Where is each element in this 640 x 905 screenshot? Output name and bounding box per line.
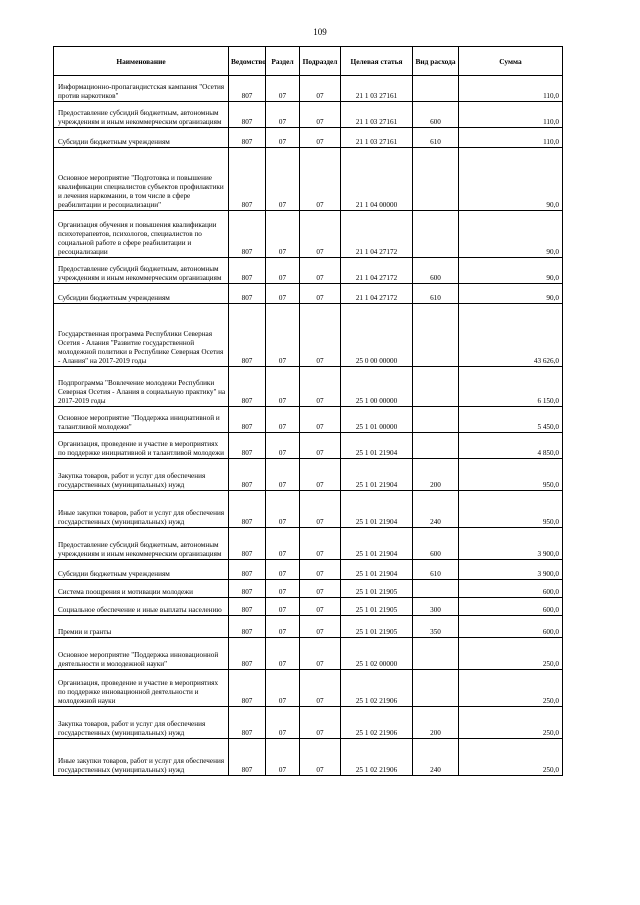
row-section-cell: 07 — [266, 211, 300, 258]
row-sum-cell: 600,0 — [459, 616, 563, 638]
row-subsection-cell: 07 — [300, 258, 341, 284]
row-subsection-cell: 07 — [300, 433, 341, 459]
row-sum-cell: 250,0 — [459, 670, 563, 707]
table-row — [54, 211, 563, 258]
header-dept: Ведомство — [229, 47, 266, 76]
table-row — [54, 433, 563, 459]
row-target-cell: 25 1 01 21905 — [341, 616, 413, 638]
table-row — [54, 76, 563, 102]
row-name-cell: Информационно-пропагандистская кампания "Осетия против наркотиков" — [54, 76, 229, 102]
row-target-cell: 25 1 01 00000 — [341, 407, 413, 433]
row-section-cell: 07 — [266, 258, 300, 284]
header-target: Целевая статья — [341, 47, 413, 76]
row-type-cell — [413, 670, 459, 707]
row-name-cell: Субсидии бюджетным учреждениям — [54, 560, 229, 580]
row-name-cell: Организация, проведение и участие в мероприятиях по поддержке инициативной и талантливой молодежи — [54, 433, 229, 459]
row-type-cell: 200 — [413, 707, 459, 739]
row-name-cell: Система поощрения и мотивации молодежи — [54, 580, 229, 598]
header-subsection: Подраздел — [300, 47, 341, 76]
row-target-cell: 25 1 02 21906 — [341, 707, 413, 739]
table-row — [54, 102, 563, 128]
row-target-cell: 21 1 03 27161 — [341, 76, 413, 102]
row-type-cell: 300 — [413, 598, 459, 616]
row-name-cell: Основное мероприятие "Подготовка и повышение квалификации специалистов субъектов профилактики и лечения наркомании, в том числе в сфере реабилитации и ресоциализации" — [54, 148, 229, 211]
row-dept-cell: 807 — [229, 128, 266, 148]
row-section-cell: 07 — [266, 367, 300, 407]
row-type-cell — [413, 580, 459, 598]
row-dept-cell: 807 — [229, 284, 266, 304]
row-sum-cell: 600,0 — [459, 580, 563, 598]
row-sum-cell: 110,0 — [459, 102, 563, 128]
row-sum-cell: 250,0 — [459, 739, 563, 776]
header-type: Вид расхода — [413, 47, 459, 76]
row-subsection-cell: 07 — [300, 102, 341, 128]
row-target-cell: 21 1 03 27161 — [341, 128, 413, 148]
row-type-cell: 610 — [413, 128, 459, 148]
row-name-cell: Предоставление субсидий бюджетным, автономным учреждениям и иным некоммерческим организациям — [54, 102, 229, 128]
row-dept-cell: 807 — [229, 598, 266, 616]
row-subsection-cell: 07 — [300, 304, 341, 367]
row-sum-cell: 4 850,0 — [459, 433, 563, 459]
row-dept-cell: 807 — [229, 491, 266, 528]
row-target-cell: 25 1 01 21904 — [341, 528, 413, 560]
row-subsection-cell: 07 — [300, 528, 341, 560]
row-subsection-cell: 07 — [300, 211, 341, 258]
header-section: Раздел — [266, 47, 300, 76]
row-subsection-cell: 07 — [300, 407, 341, 433]
row-target-cell: 21 1 04 27172 — [341, 211, 413, 258]
table-row — [54, 148, 563, 211]
row-sum-cell: 90,0 — [459, 258, 563, 284]
row-name-cell: Предоставление субсидий бюджетным, автономным учреждениям и иным некоммерческим организациям — [54, 528, 229, 560]
table-row — [54, 638, 563, 670]
table-row — [54, 258, 563, 284]
table-row — [54, 284, 563, 304]
row-dept-cell: 807 — [229, 258, 266, 284]
row-subsection-cell: 07 — [300, 638, 341, 670]
row-target-cell: 25 1 01 21905 — [341, 580, 413, 598]
row-subsection-cell: 07 — [300, 148, 341, 211]
table-row — [54, 598, 563, 616]
row-sum-cell: 250,0 — [459, 638, 563, 670]
row-name-cell: Субсидии бюджетным учреждениям — [54, 284, 229, 304]
row-section-cell: 07 — [266, 739, 300, 776]
row-name-cell: Премии и гранты — [54, 616, 229, 638]
row-section-cell: 07 — [266, 148, 300, 211]
table-row — [54, 670, 563, 707]
table-row — [54, 707, 563, 739]
row-section-cell: 07 — [266, 580, 300, 598]
row-section-cell: 07 — [266, 304, 300, 367]
table-row — [54, 459, 563, 491]
table-row — [54, 580, 563, 598]
row-target-cell: 25 1 02 21906 — [341, 670, 413, 707]
row-sum-cell: 90,0 — [459, 211, 563, 258]
row-sum-cell: 6 150,0 — [459, 367, 563, 407]
budget-table — [53, 46, 563, 776]
row-target-cell: 25 1 02 21906 — [341, 739, 413, 776]
row-sum-cell: 110,0 — [459, 76, 563, 102]
row-name-cell: Социальное обеспечение и иные выплаты населению — [54, 598, 229, 616]
row-sum-cell: 950,0 — [459, 459, 563, 491]
row-name-cell: Иные закупки товаров, работ и услуг для обеспечения государственных (муниципальных) нужд — [54, 739, 229, 776]
row-type-cell: 600 — [413, 102, 459, 128]
row-dept-cell: 807 — [229, 580, 266, 598]
row-target-cell: 25 0 00 00000 — [341, 304, 413, 367]
row-target-cell: 25 1 01 21904 — [341, 491, 413, 528]
row-dept-cell: 807 — [229, 433, 266, 459]
row-section-cell: 07 — [266, 491, 300, 528]
row-subsection-cell: 07 — [300, 459, 341, 491]
row-type-cell: 600 — [413, 258, 459, 284]
row-section-cell: 07 — [266, 433, 300, 459]
row-type-cell — [413, 304, 459, 367]
row-sum-cell: 3 900,0 — [459, 560, 563, 580]
header-sum: Сумма — [459, 47, 563, 76]
table-row — [54, 407, 563, 433]
row-subsection-cell: 07 — [300, 598, 341, 616]
row-dept-cell: 807 — [229, 560, 266, 580]
row-name-cell: Организация обучения и повышения квалификации психотерапевтов, психологов, специалистов по социальной работе в сфере реабилитации и ресоциализации — [54, 211, 229, 258]
table-row — [54, 491, 563, 528]
row-type-cell: 610 — [413, 284, 459, 304]
row-section-cell: 07 — [266, 76, 300, 102]
row-name-cell: Организация, проведение и участие в мероприятиях по поддержке инновационной деятельности и молодежной науки — [54, 670, 229, 707]
row-dept-cell: 807 — [229, 739, 266, 776]
row-type-cell — [413, 367, 459, 407]
row-subsection-cell: 07 — [300, 284, 341, 304]
row-type-cell: 610 — [413, 560, 459, 580]
row-section-cell: 07 — [266, 528, 300, 560]
row-target-cell: 25 1 01 21904 — [341, 433, 413, 459]
table-header-row — [54, 47, 563, 76]
row-target-cell: 21 1 04 27172 — [341, 284, 413, 304]
row-dept-cell: 807 — [229, 670, 266, 707]
row-type-cell — [413, 76, 459, 102]
row-sum-cell: 110,0 — [459, 128, 563, 148]
table-row — [54, 739, 563, 776]
table-row — [54, 128, 563, 148]
row-target-cell: 25 1 01 21904 — [341, 560, 413, 580]
row-dept-cell: 807 — [229, 528, 266, 560]
row-dept-cell: 807 — [229, 211, 266, 258]
row-section-cell: 07 — [266, 670, 300, 707]
row-name-cell: Государственная программа Республики Северная Осетия - Алания "Развитие государственной молодежной политики в Республике Северная Осетия - Алания" на 2017-2019 годы — [54, 304, 229, 367]
row-sum-cell: 5 450,0 — [459, 407, 563, 433]
table-row — [54, 528, 563, 560]
row-section-cell: 07 — [266, 598, 300, 616]
row-sum-cell: 43 626,0 — [459, 304, 563, 367]
row-dept-cell: 807 — [229, 148, 266, 211]
row-target-cell: 21 1 04 00000 — [341, 148, 413, 211]
row-subsection-cell: 07 — [300, 707, 341, 739]
row-name-cell: Основное мероприятие "Поддержка инициативной и талантливой молодежи" — [54, 407, 229, 433]
row-target-cell: 25 1 01 21905 — [341, 598, 413, 616]
row-subsection-cell: 07 — [300, 670, 341, 707]
row-type-cell — [413, 638, 459, 670]
row-section-cell: 07 — [266, 459, 300, 491]
row-sum-cell: 90,0 — [459, 284, 563, 304]
row-section-cell: 07 — [266, 707, 300, 739]
row-name-cell: Основное мероприятие "Поддержка инновационной деятельности и молодежной науки" — [54, 638, 229, 670]
row-dept-cell: 807 — [229, 407, 266, 433]
table-row — [54, 560, 563, 580]
row-dept-cell: 807 — [229, 367, 266, 407]
row-section-cell: 07 — [266, 638, 300, 670]
row-name-cell: Предоставление субсидий бюджетным, автономным учреждениям и иным некоммерческим организациям — [54, 258, 229, 284]
row-subsection-cell: 07 — [300, 580, 341, 598]
row-type-cell — [413, 433, 459, 459]
row-subsection-cell: 07 — [300, 367, 341, 407]
row-dept-cell: 807 — [229, 616, 266, 638]
row-name-cell: Подпрограмма "Вовлечение молодежи Республики Северная Осетия - Алания в социальную практику" на 2017-2019 годы — [54, 367, 229, 407]
table-body — [54, 76, 563, 776]
row-name-cell: Субсидии бюджетным учреждениям — [54, 128, 229, 148]
row-target-cell: 25 1 02 00000 — [341, 638, 413, 670]
row-dept-cell: 807 — [229, 304, 266, 367]
row-name-cell: Закупка товаров, работ и услуг для обеспечения государственных (муниципальных) нужд — [54, 459, 229, 491]
row-section-cell: 07 — [266, 128, 300, 148]
table-row — [54, 304, 563, 367]
row-section-cell: 07 — [266, 407, 300, 433]
row-sum-cell: 250,0 — [459, 707, 563, 739]
row-sum-cell: 600,0 — [459, 598, 563, 616]
row-type-cell — [413, 407, 459, 433]
row-dept-cell: 807 — [229, 76, 266, 102]
row-section-cell: 07 — [266, 560, 300, 580]
row-subsection-cell: 07 — [300, 739, 341, 776]
table-row — [54, 616, 563, 638]
row-section-cell: 07 — [266, 616, 300, 638]
row-sum-cell: 3 900,0 — [459, 528, 563, 560]
row-dept-cell: 807 — [229, 102, 266, 128]
row-subsection-cell: 07 — [300, 491, 341, 528]
row-name-cell: Иные закупки товаров, работ и услуг для обеспечения государственных (муниципальных) нужд — [54, 491, 229, 528]
row-dept-cell: 807 — [229, 707, 266, 739]
row-name-cell: Закупка товаров, работ и услуг для обеспечения государственных (муниципальных) нужд — [54, 707, 229, 739]
page-number: 109 — [313, 27, 327, 37]
row-subsection-cell: 07 — [300, 560, 341, 580]
row-section-cell: 07 — [266, 102, 300, 128]
row-target-cell: 25 1 01 21904 — [341, 459, 413, 491]
row-sum-cell: 950,0 — [459, 491, 563, 528]
table-row — [54, 367, 563, 407]
row-type-cell — [413, 148, 459, 211]
row-dept-cell: 807 — [229, 459, 266, 491]
row-type-cell: 240 — [413, 739, 459, 776]
row-type-cell: 600 — [413, 528, 459, 560]
row-target-cell: 25 1 00 00000 — [341, 367, 413, 407]
row-subsection-cell: 07 — [300, 76, 341, 102]
row-type-cell: 350 — [413, 616, 459, 638]
header-name: Наименование — [54, 47, 229, 76]
row-type-cell — [413, 211, 459, 258]
row-type-cell: 200 — [413, 459, 459, 491]
row-sum-cell: 90,0 — [459, 148, 563, 211]
row-type-cell: 240 — [413, 491, 459, 528]
row-section-cell: 07 — [266, 284, 300, 304]
row-subsection-cell: 07 — [300, 616, 341, 638]
row-subsection-cell: 07 — [300, 128, 341, 148]
row-target-cell: 21 1 04 27172 — [341, 258, 413, 284]
row-target-cell: 21 1 03 27161 — [341, 102, 413, 128]
row-dept-cell: 807 — [229, 638, 266, 670]
